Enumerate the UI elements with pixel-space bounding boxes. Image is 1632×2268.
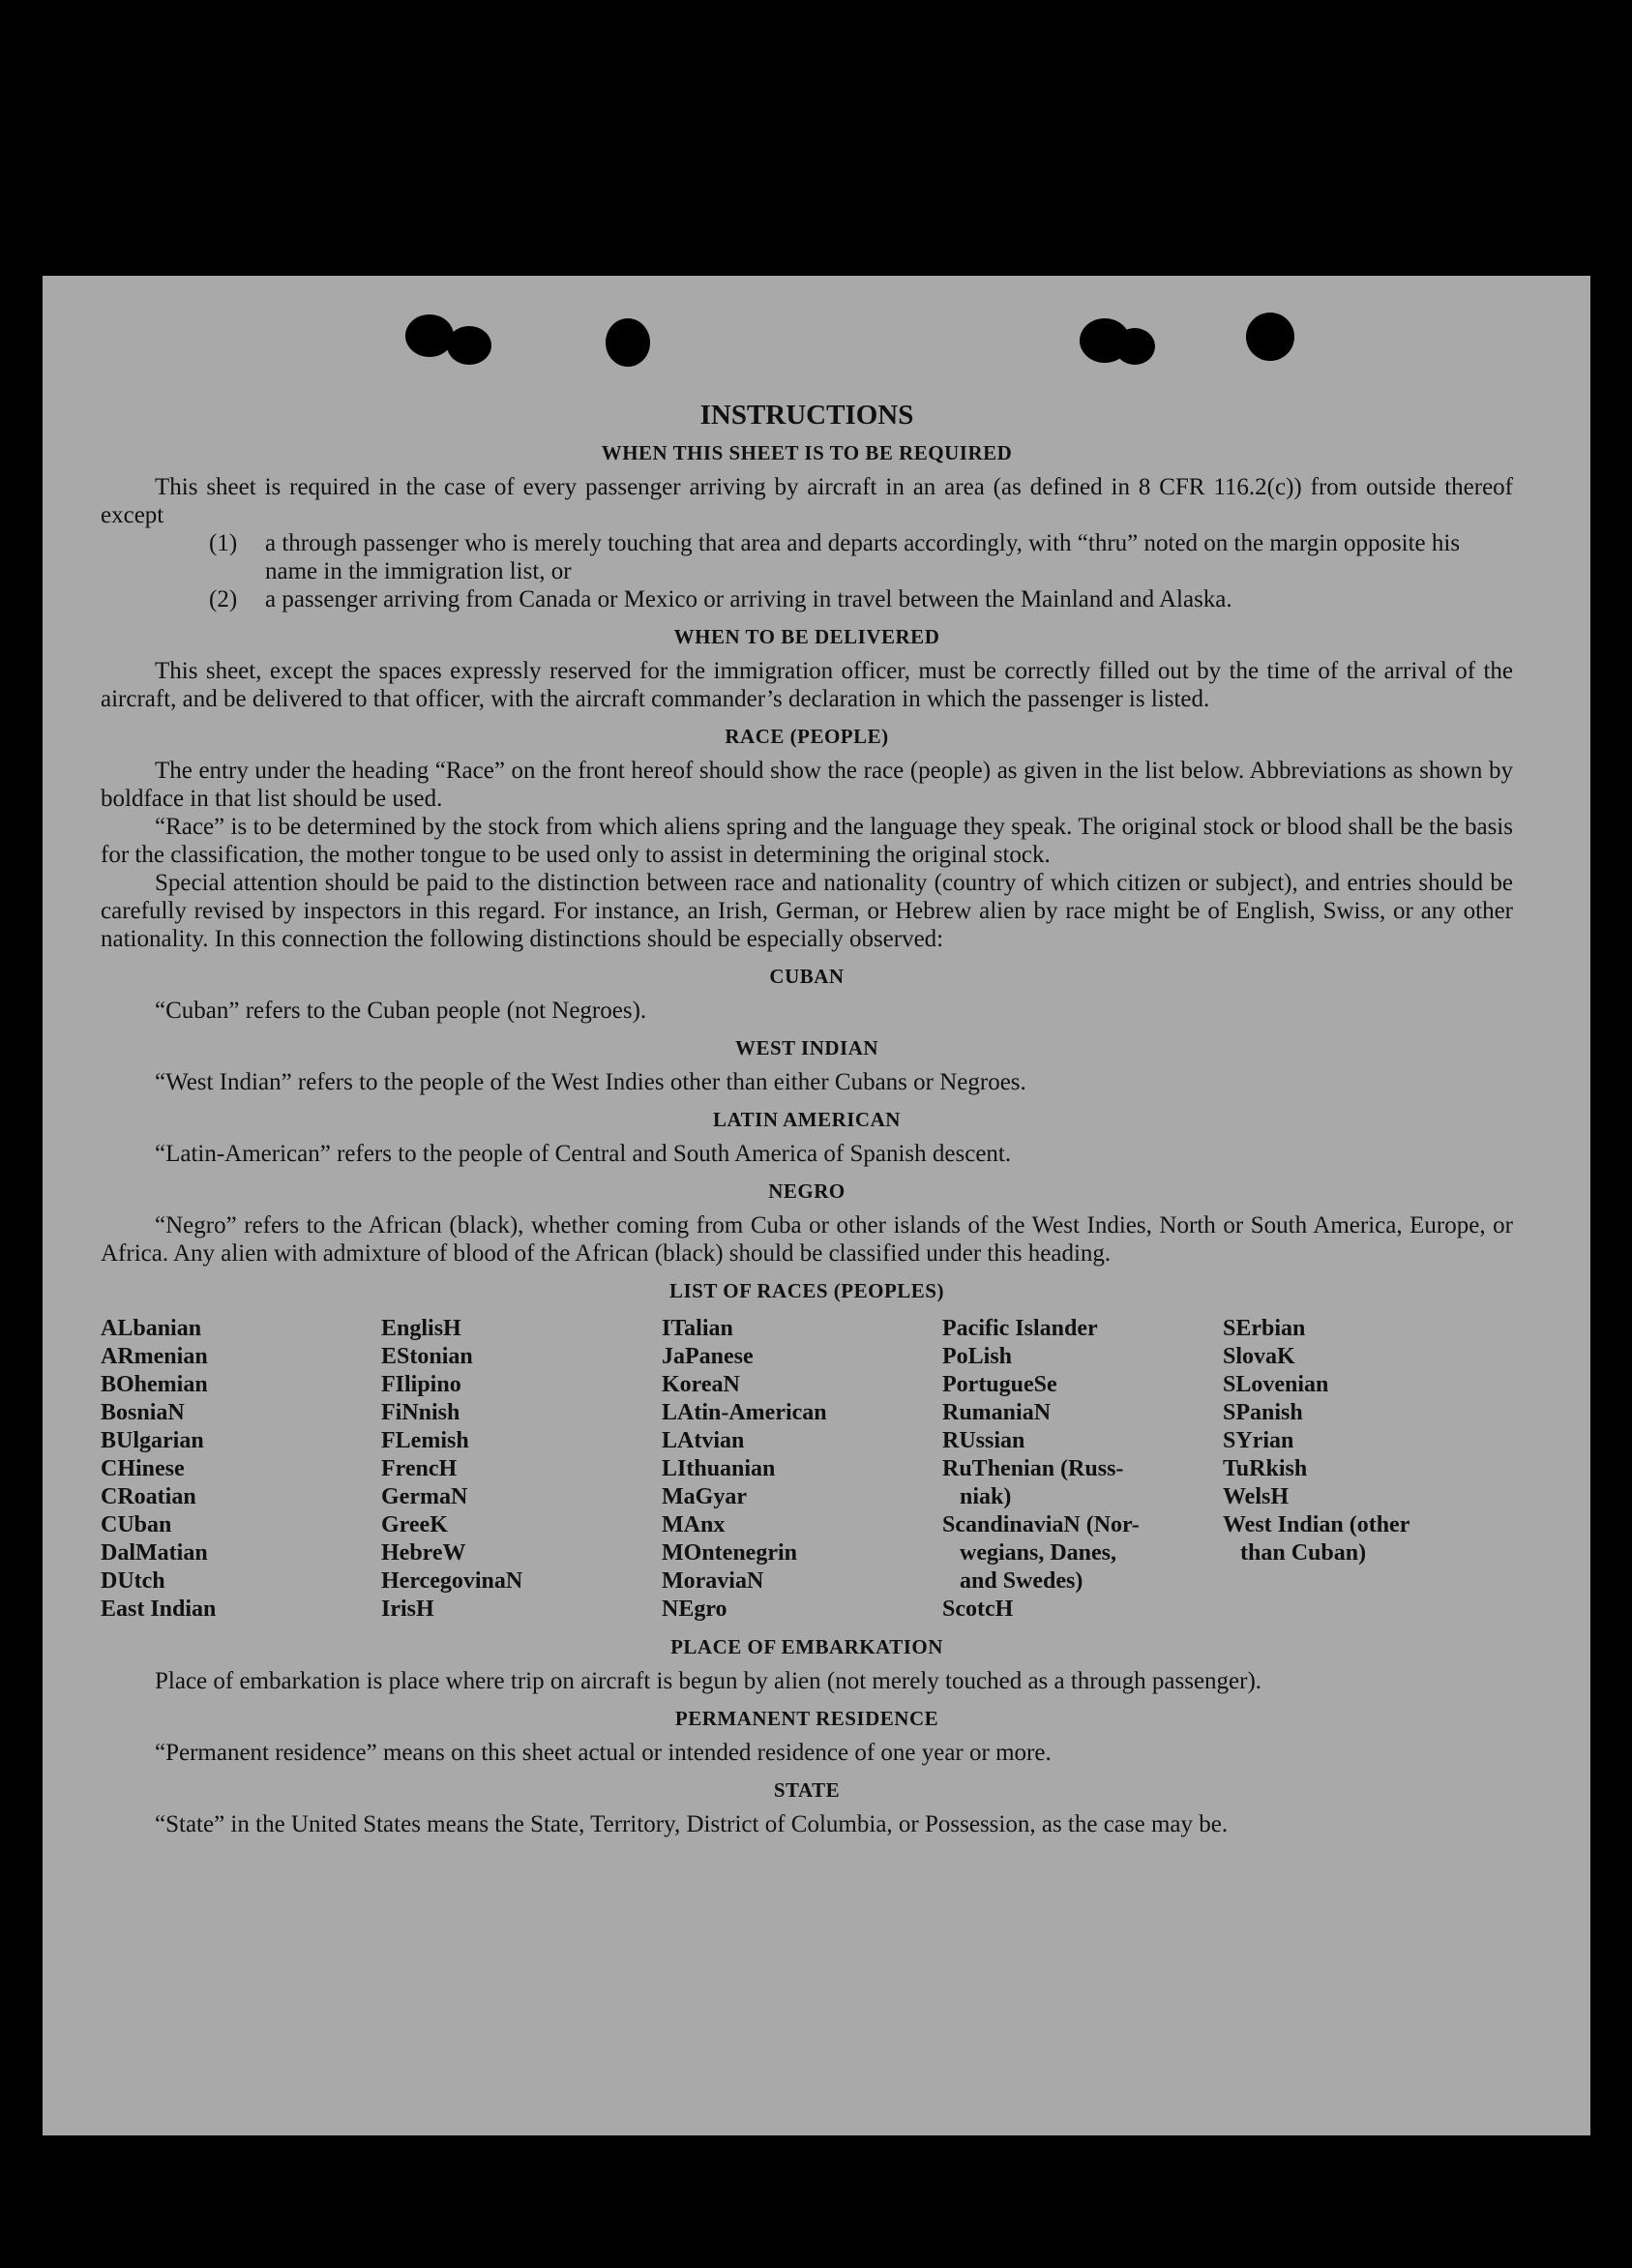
race-entry: FLemish [381,1428,469,1453]
race-column [381,1315,662,1624]
race-entry: GermaN [381,1484,468,1509]
race-entry: SlovaK [1223,1344,1295,1369]
race-column [942,1315,1223,1624]
paragraph: This sheet is required in the case of every passenger arriving by aircraft in an area (as defined in 8 CFR 116.2(c)) from outside thereof except [101,474,1513,528]
section-heading: LATIN AMERICAN [713,1108,901,1131]
race-entry: LAtvian [662,1428,745,1453]
race-entry: IrisH [381,1597,434,1622]
race-entry: WelsH [1223,1484,1290,1509]
race-entry: JaPanese [662,1344,754,1369]
item-text: a passenger arriving from Canada or Mexico or arriving in travel between the Mainland and Alaska. [265,586,1232,612]
paragraph: “Cuban” refers to the Cuban people (not Negroes). [155,998,647,1024]
punch-hole [405,314,454,357]
race-entry: RumaniaN [942,1400,1052,1425]
section-heading: WEST INDIAN [734,1036,879,1059]
paragraph: “Negro” refers to the African (black), whether coming from Cuba or other islands of the West Indies, North or South America, Europe, or Africa. Any alien with admixture of blood of the African (black) should be classified under this heading. [101,1212,1513,1267]
section-heading: NEGRO [768,1179,846,1203]
paragraph: Place of embarkation is place where trip on aircraft is begun by alien (not merely touched as a through passenger). [155,1668,1262,1694]
section-heading: STATE [773,1778,841,1802]
races-heading: LIST OF RACES (PEOPLES) [669,1279,944,1302]
punch-hole [447,326,491,365]
item-number: (2) [209,586,238,612]
paragraph: “Permanent residence” means on this sheet actual or intended residence of one year or more. [155,1740,1052,1766]
race-entry: MaGyar [662,1484,747,1509]
race-entry: TuRkish [1223,1456,1308,1481]
section-heading: WHEN THIS SHEET IS TO BE REQUIRED [601,441,1013,464]
race-entry: MAnx [662,1512,726,1537]
race-entry: ALbanian [101,1316,202,1341]
race-entry: SPanish [1223,1400,1303,1425]
paragraph: Special attention should be paid to the distinction between race and nationality (country of which citizen or subject), and entries should be carefully revised by inspectors in this regard. For instance, an Irish, German, or Hebrew alien by race might be of English, Swiss, or any other nationality. In this connection the following distinctions should be especially observed: [101,870,1513,952]
race-entry: niak) [942,1484,1012,1509]
race-entry: CRoatian [101,1484,196,1509]
race-entry: West Indian (other [1223,1512,1410,1537]
race-entry: FIlipino [381,1372,461,1397]
section-heading: RACE (PEOPLE) [725,725,889,748]
race-entry: CUban [101,1512,172,1537]
document-title: INSTRUCTIONS [699,400,914,431]
section-heading: WHEN TO BE DELIVERED [673,625,940,648]
section-heading: PLACE OF EMBARKATION [670,1635,943,1658]
race-entry: BUlgarian [101,1428,204,1453]
race-entry: MOntenegrin [662,1540,797,1566]
paragraph: “State” in the United States means the State, Territory, District of Columbia, or Possession, as the case may be. [155,1811,1229,1837]
list-item [101,529,1513,585]
race-entry: FiNnish [381,1400,460,1425]
section-heading: PERMANENT RESIDENCE [674,1707,939,1730]
item-text: a through passenger who is merely touching that area and departs accordingly, with “thru” noted on the margin opposite his name in the immigration list, or [265,530,1461,584]
paragraph: “West Indian” refers to the people of the West Indies other than either Cubans or Negroes. [155,1069,1026,1095]
race-entry: than Cuban) [1223,1540,1367,1566]
race-entry: PortugueSe [942,1372,1057,1397]
race-entry: Pacific Islander [942,1316,1098,1341]
race-entry: LIthuanian [662,1456,776,1481]
paragraph: The entry under the heading “Race” on the front hereof should show the race (people) as given in the list below. Abbreviations as shown by boldface in that list should be used. [101,758,1513,812]
race-entry: HebreW [381,1540,466,1566]
race-column [101,1315,381,1624]
race-entry: GreeK [381,1512,448,1537]
punch-hole [606,318,650,367]
race-column [1223,1315,1503,1624]
race-entry: BosniaN [101,1400,185,1425]
race-entry: BOhemian [101,1372,208,1397]
race-entry: KoreaN [662,1372,740,1397]
punch-hole [1114,328,1155,365]
section-heading: CUBAN [769,965,845,988]
race-entry: ITalian [662,1316,733,1341]
race-entry: HercegovinaN [381,1568,523,1594]
race-entry: MoraviaN [662,1568,764,1594]
race-entry: EStonian [381,1344,473,1369]
race-entry: DalMatian [101,1540,208,1566]
document-body [101,402,1513,1838]
race-entry: wegians, Danes, [942,1540,1117,1566]
race-entry: and Swedes) [942,1568,1083,1594]
race-entry: SErbian [1223,1316,1306,1341]
race-entry: ScotcH [942,1597,1014,1622]
race-entry: SYrian [1223,1428,1294,1453]
race-entry: RUssian [942,1428,1025,1453]
paragraph: This sheet, except the spaces expressly reserved for the immigration officer, must be correctly filled out by the time of the arrival of the aircraft, and be delivered to that officer, with the aircraft commander’s declaration in which the passenger is listed. [101,658,1513,712]
race-entry: ScandinaviaN (Nor- [942,1512,1140,1537]
race-entry: EnglisH [381,1316,461,1341]
punch-hole [1246,313,1294,361]
race-entry: RuThenian (Russ- [942,1456,1124,1481]
race-entry: SLovenian [1223,1372,1329,1397]
race-entry: ARmenian [101,1344,208,1369]
paragraph: “Race” is to be determined by the stock from which aliens spring and the language they speak. The original stock or blood shall be the basis for the classification, the mother tongue to be used only to assist in determining the original stock. [101,814,1513,868]
list-item [101,585,1513,613]
race-entry: PoLish [942,1344,1013,1369]
races-list [101,1315,1513,1624]
race-entry: CHinese [101,1456,185,1481]
item-number: (1) [209,530,238,556]
race-column [662,1315,942,1624]
race-entry: DUtch [101,1568,165,1594]
race-entry: FrencH [381,1456,458,1481]
race-entry: East Indian [101,1597,217,1622]
race-entry: LAtin-American [662,1400,827,1425]
instruction-sheet [43,276,1590,2135]
race-entry: NEgro [662,1597,727,1622]
paragraph: “Latin-American” refers to the people of Central and South America of Spanish descent. [155,1141,1012,1167]
